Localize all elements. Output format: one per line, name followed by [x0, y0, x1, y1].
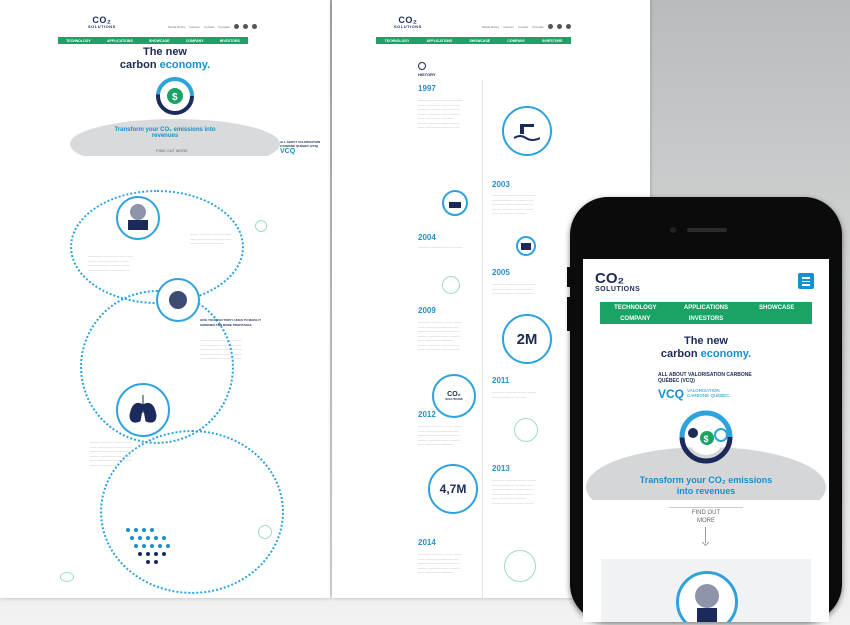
text-block-4: ——— ———— ——— ——— —— ————— ———— —— ———— ——— ————— — ——— ———— ——— ——— —— ————— ———— —— ———— ——— —— [90, 440, 132, 467]
hero-headline: The new carbon economy. [119, 46, 211, 71]
lungs-dots-icon [156, 278, 200, 322]
mobile-vcq-label: ALL ABOUT VALORISATION CARBONE QUÉBEC (VCQ) [658, 372, 752, 384]
co2-solutions-logo[interactable]: CO₂ SOLUTIONS [394, 15, 422, 29]
stat-4-7m: 4,7M [428, 464, 478, 514]
history-text-2014: ———— ———— ——— ——— —— ————— ———— —— ———— ——— ————— — ——— ———— ——— ——— —— ————— ———— [418, 552, 463, 574]
globe-icon [258, 525, 272, 539]
twitter-icon[interactable] [557, 24, 562, 29]
mobile-factory-circle-icon [676, 571, 738, 622]
history-text-2013: ———— ———— ——— ——— —— ————— ———— —— ———— ——— ————— — ——— ———— ——— ——— —— ————— ———— ——— ———— ——— ——— [492, 478, 537, 505]
nav-showcase[interactable]: SHOWCASE [469, 38, 491, 43]
mobile-nav-technology[interactable]: TECHNOLOGY [614, 304, 657, 311]
factory-icon [116, 196, 160, 240]
hero-graphic [60, 76, 290, 156]
plant-icon [442, 276, 460, 294]
history-text-2009: ———— ———— ——— ——— —— ————— ———— —— ———— ——— ————— — ——— ———— ——— ——— —— ————— ———— ——— ———— ——— ——— —— ————— ———— —— [418, 320, 463, 351]
year-2004: 2004 [418, 233, 436, 242]
nav-technology[interactable]: TECHNOLOGY [384, 38, 410, 43]
vcq-label: ALL ABOUT VALORISATION CARBONE QUÉBEC (VCQ) [280, 140, 321, 148]
year-2013: 2013 [492, 464, 510, 473]
nav-investors[interactable]: INVESTORS [542, 38, 563, 43]
facebook-icon[interactable] [234, 24, 239, 29]
money-icon [516, 236, 536, 256]
top-link-careers[interactable]: Careers [189, 24, 200, 29]
year-1997: 1997 [418, 84, 436, 93]
nav-investors[interactable]: INVESTORS [219, 38, 240, 43]
top-links [482, 24, 571, 29]
history-text-2004: ———— ———— ——— ——— [418, 245, 463, 249]
volume-button [567, 297, 570, 331]
svg-text:$: $ [703, 434, 709, 444]
factory-small-icon [442, 190, 468, 216]
nav-technology[interactable]: TECHNOLOGY [66, 38, 91, 43]
nav-applications[interactable]: APPLICATIONS [107, 38, 133, 43]
dots-graphic [118, 520, 198, 580]
hamburger-menu-button[interactable] [798, 273, 814, 289]
year-2009: 2009 [418, 306, 436, 315]
mobile-vcq-mark: VCQ [658, 387, 685, 401]
top-link-media[interactable]: Media library [168, 24, 186, 29]
co2-logo-circle: CO₂ SOLUTIONS [432, 374, 476, 418]
lungs-icon [116, 383, 170, 437]
year-2014: 2014 [418, 538, 436, 547]
year-2011: 2011 [492, 376, 510, 385]
phone-screen [583, 259, 829, 622]
year-2012: 2012 [418, 410, 436, 419]
mobile-hero-headline: The new carbon economy. [660, 335, 752, 360]
nav-showcase[interactable]: SHOWCASE [149, 38, 170, 43]
find-out-more-link[interactable]: FIND OUT MORE [156, 148, 188, 153]
mobile-nav-applications[interactable]: APPLICATIONS [683, 304, 729, 311]
mute-switch [567, 267, 570, 287]
recycle-icon [514, 418, 538, 442]
text-block-3: ——— ———— ——— ——— —— ————— ———— —— ———— ——— ————— — ——— ———— ——— ——— —— ————— ———— —— [200, 338, 242, 360]
mobile-factory-icon [688, 428, 698, 438]
vcq-block[interactable] [280, 140, 325, 155]
history-text-2005: ———— ———— ——— ——— —— ————— ———— —— ———— ——— ————— — [492, 282, 537, 295]
twitter-icon[interactable] [243, 24, 248, 29]
smartphone-mockup [570, 197, 842, 622]
factory-lungs-text: GIVE YOUR FACTORY LUNGS TO MAKE IT GREENER AND MORE PROFITABLE [200, 318, 262, 327]
top-links [168, 24, 257, 29]
text-block-2: ——— ———— ——— ——— —— ————— ———— —— ———— ——— ———— [190, 232, 232, 245]
mobile-nav-investors[interactable]: INVESTORS [688, 315, 724, 322]
nav-company[interactable]: COMPANY [185, 38, 204, 43]
facebook-icon[interactable] [548, 24, 553, 29]
mobile-nav-showcase[interactable]: SHOWCASE [758, 304, 795, 311]
mobile-transform-text: Transform your CO₂ emissions into revenues [639, 475, 773, 496]
top-link-careers[interactable]: Careers [503, 24, 514, 29]
linkedin-icon[interactable] [252, 24, 257, 29]
vcq-mark: VCQ [280, 148, 296, 155]
top-link-media[interactable]: Media library [482, 24, 500, 29]
mobile-nav [600, 302, 812, 324]
year-2005: 2005 [492, 268, 510, 277]
main-nav [376, 37, 571, 44]
timeline-axis [482, 80, 483, 598]
text-block-1: ————— ————— —— —— ——— ———— ——— ——— —— ————— ———— —— ———— ——— ————— — [88, 254, 133, 272]
svg-text:$: $ [172, 92, 178, 103]
history-label: HISTORY [418, 72, 436, 77]
history-text-2011: ———— ———— ——— ——— —— ————— ———— [492, 390, 537, 399]
bike-icon [60, 572, 74, 582]
mobile-logo[interactable]: CO₂ SOLUTIONS [595, 270, 641, 293]
mobile-vcq-block[interactable] [658, 372, 768, 401]
top-link-french[interactable]: Français [218, 24, 230, 29]
top-link-contact[interactable]: Contact [517, 24, 529, 29]
clock-icon [418, 62, 426, 70]
water-icon [502, 106, 552, 156]
top-link-contact[interactable]: Contact [203, 24, 215, 29]
co2-solutions-logo[interactable]: CO₂ SOLUTIONS [88, 15, 116, 29]
handshake-icon [504, 550, 536, 582]
mobile-find-out-more[interactable]: FIND OUT MORE [669, 507, 743, 526]
nav-company[interactable]: COMPANY [507, 38, 525, 43]
nav-applications[interactable]: APPLICATIONS [426, 38, 453, 43]
mobile-arrow-down-icon [703, 527, 709, 547]
main-nav [58, 37, 248, 44]
transform-text: Transform your CO₂ emissions into revenues [114, 127, 216, 139]
year-2003: 2003 [492, 180, 510, 189]
stat-2m: 2M [502, 314, 552, 364]
speaker-grill [687, 228, 727, 232]
mobile-nav-company[interactable]: COMPANY [620, 315, 651, 322]
history-text-2003: ———— ———— ——— ——— —— ————— ———— —— ———— ——— ————— — ——— ———— ——— ——— —— ————— ———— [492, 193, 537, 215]
linkedin-icon[interactable] [566, 24, 571, 29]
leaf-icon [255, 220, 267, 232]
front-camera [670, 227, 676, 233]
history-text-1997: ———— ———— ——— ——— —— ————— ———— —— ———— ——— ————— — ——— ———— ——— ——— —— ————— ———— ——— ———— ——— ——— —— ————— ———— —— [418, 98, 463, 129]
history-text-2012: ———— ———— ——— ——— —— ————— ———— —— ———— ——— ————— — ——— ———— ——— ——— —— ————— ———— [418, 424, 463, 446]
mobile-vcq-full: VALORISATION CARBONE QUÉBEC [687, 388, 730, 398]
top-link-french[interactable]: Français [532, 24, 544, 29]
desktop-mockup-homepage [0, 0, 330, 598]
